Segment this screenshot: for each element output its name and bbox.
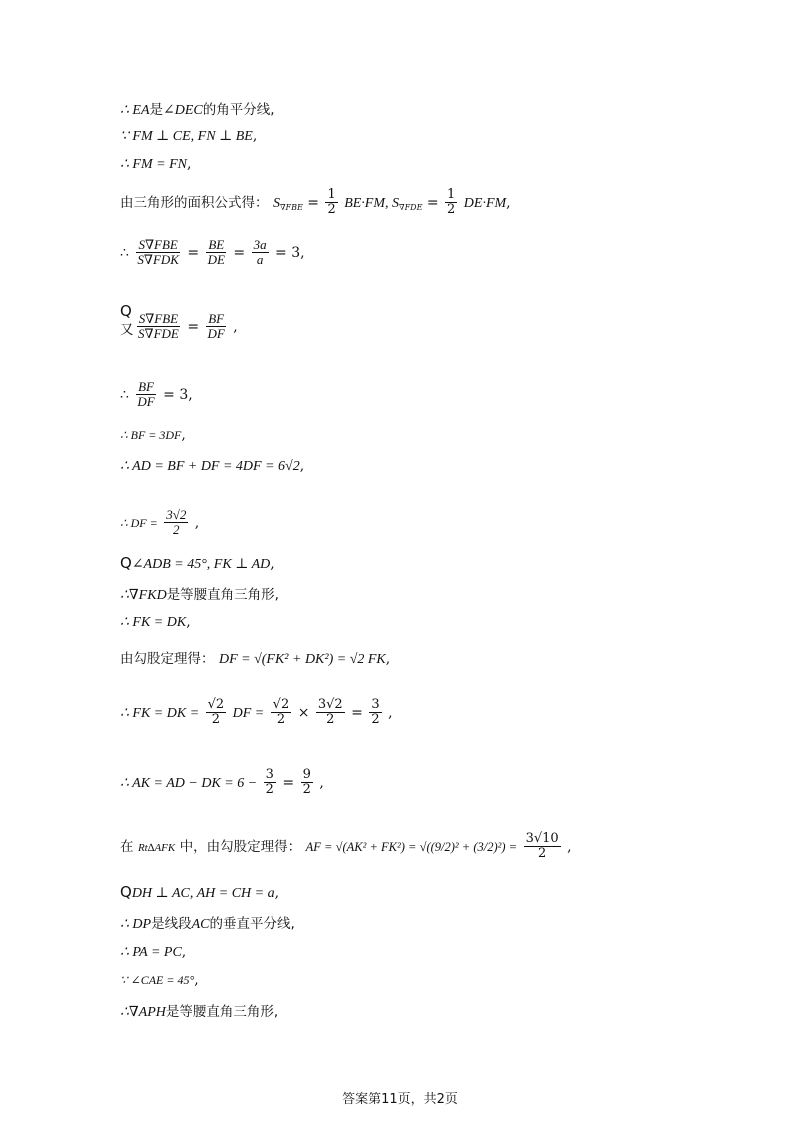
denominator: DF: [137, 394, 155, 410]
punct: ,: [186, 156, 192, 172]
numerator: 1: [327, 187, 336, 202]
denominator: 2: [302, 782, 311, 798]
fraction: [301, 768, 313, 798]
numerator: 3a: [253, 237, 267, 252]
numerator: S∇FBE: [138, 237, 178, 252]
fraction: [135, 380, 156, 410]
numerator: 3√2: [317, 697, 343, 712]
fraction: [206, 238, 227, 268]
equals: =: [307, 194, 319, 211]
line-4: [120, 188, 511, 218]
math: DE·FM: [463, 195, 507, 211]
text: 是: [149, 102, 164, 118]
line-3: [120, 157, 191, 172]
math: DH ⊥ AC, AH = CH = a: [131, 886, 275, 901]
line-21: [120, 973, 199, 987]
math: DF =: [232, 705, 265, 721]
math: ∴ BF = 3DF: [120, 428, 182, 442]
page-footer: 答案第11页，共2页: [342, 1092, 458, 1107]
punct: ,: [506, 194, 511, 211]
fraction: [445, 188, 457, 218]
math: ∴ AK = AD − DK = 6 −: [120, 775, 258, 791]
line-19: [120, 917, 295, 932]
numerator: √2: [207, 697, 225, 712]
math: DF = √(FK² + DK²) = √2 FK: [218, 652, 386, 667]
punct: ,: [188, 386, 193, 403]
math: ∵ ∠CAE = 45°: [120, 973, 195, 987]
numerator: 3: [265, 767, 274, 782]
denominator: 2: [276, 712, 286, 728]
math: ∴∇APH: [120, 1005, 166, 1020]
punct: ,: [194, 972, 199, 988]
denominator: 2: [371, 712, 380, 728]
punct: ,: [194, 514, 200, 531]
math: ∴ PA = PC: [120, 945, 182, 960]
denominator: DF: [207, 326, 225, 342]
math: ∴ DF =: [120, 515, 158, 530]
numerator: BF: [208, 311, 225, 326]
numerator: 9: [302, 767, 311, 782]
punct: ,: [233, 318, 238, 335]
math: S: [392, 195, 400, 211]
equals: =: [187, 318, 200, 335]
line-11: [120, 556, 275, 572]
fraction: [206, 312, 227, 342]
denominator: 2: [447, 202, 456, 218]
math: ∴ FM = FN: [120, 157, 187, 172]
numerator: BF: [138, 379, 154, 394]
line-6: [120, 302, 238, 342]
denominator: 2: [265, 782, 274, 798]
therefore: ∴: [120, 386, 129, 403]
math: S: [272, 195, 280, 211]
math: ∴ DP: [120, 917, 152, 932]
text: 是等腰直角三角形,: [165, 1004, 279, 1020]
math: = 3: [275, 244, 301, 261]
punct: ,: [186, 614, 191, 630]
equals: =: [351, 704, 363, 721]
punct: ,: [181, 944, 187, 960]
times: ×: [297, 704, 310, 721]
line-15: [120, 698, 393, 728]
punct: ,: [274, 885, 280, 901]
line-16: [120, 768, 324, 798]
math: ∴∇FKD: [120, 588, 167, 603]
line-1: [120, 103, 275, 118]
numerator: 3√2: [166, 507, 187, 522]
numerator: BE: [208, 237, 225, 252]
line-14: [120, 652, 390, 667]
numerator: 1: [447, 187, 456, 202]
math: ∵ FM ⊥ CE, FN ⊥ BE: [120, 129, 253, 144]
fraction: [325, 188, 337, 218]
math: ∴ AD = BF + DF = 4DF = 6√2: [120, 459, 300, 474]
math: AC: [191, 917, 210, 932]
math: ∠DEC: [163, 103, 203, 118]
math: BE·FM,: [344, 195, 393, 211]
denominator: 2: [173, 522, 180, 538]
punct: ,: [270, 556, 275, 572]
line-12: [120, 588, 279, 603]
denominator: DE: [207, 252, 225, 268]
because-symbol: Q: [120, 302, 132, 320]
line-13: [120, 615, 191, 630]
line-5: [120, 238, 305, 268]
line-10: [120, 508, 199, 538]
line-17: [120, 832, 572, 862]
fraction: [252, 238, 269, 268]
denominator: S∇FDE: [138, 326, 179, 342]
punct: ,: [181, 427, 186, 443]
text: 是线段: [151, 916, 192, 932]
equals: =: [233, 244, 246, 261]
math: AF = √(AK² + FK²) = √((9/2)² + (3/2)²) =: [305, 839, 518, 854]
denominator: 2: [326, 712, 335, 728]
punct: ,: [319, 774, 324, 791]
line-18: [120, 885, 279, 901]
numerator: 3√10: [525, 831, 559, 846]
math: Rt∆AFK: [137, 841, 176, 854]
punct: ,: [252, 128, 258, 144]
text: 由三角形的面积公式得：: [120, 194, 269, 211]
fraction: [316, 698, 345, 728]
numerator: √2: [272, 697, 290, 712]
math: ∴ FK = DK =: [120, 705, 200, 721]
subscript: ∇FDE: [399, 202, 423, 212]
text: 中，由勾股定理得：: [179, 838, 302, 855]
equals: =: [282, 774, 295, 791]
punct: ,: [385, 651, 391, 667]
math: ∠ADB = 45°, FK ⊥ AD: [131, 557, 271, 572]
math: ∴ FK = DK: [120, 615, 187, 630]
fraction: [136, 312, 181, 342]
fraction: [369, 698, 381, 728]
equals: =: [426, 194, 439, 211]
fraction: [135, 238, 181, 268]
fraction: [206, 698, 227, 728]
punct: ,: [567, 838, 572, 855]
fraction: [524, 832, 561, 862]
text: 的垂直平分线,: [209, 916, 295, 932]
denominator: 2: [537, 846, 547, 862]
text: 由勾股定理得：: [120, 651, 215, 667]
punct: ,: [270, 102, 275, 118]
numerator: 3: [371, 697, 380, 712]
math: ∴ EA: [120, 103, 150, 118]
denominator: a: [256, 252, 264, 268]
because-symbol: Q: [120, 554, 132, 572]
text: 在: [120, 838, 134, 855]
text: 的角平分线: [202, 102, 271, 118]
fraction: [264, 768, 276, 798]
line-20: [120, 945, 186, 960]
therefore: ∴: [120, 244, 129, 261]
math: = 3: [163, 386, 189, 403]
line-2: [120, 129, 257, 144]
line-22: [120, 1005, 278, 1020]
text: 是等腰直角三角形,: [166, 587, 279, 603]
numerator: S∇FBE: [138, 311, 179, 326]
line-8: [120, 428, 186, 442]
line-9: [120, 459, 304, 474]
fraction: [164, 508, 188, 538]
punct: ,: [388, 704, 393, 721]
denominator: 2: [327, 202, 336, 218]
because-symbol: Q: [120, 883, 132, 901]
punct: ,: [300, 244, 305, 261]
punct: ,: [299, 458, 305, 474]
subscript: ∇FBE: [279, 202, 303, 212]
denominator: S∇FDK: [137, 252, 179, 268]
denominator: 2: [211, 712, 221, 728]
equals: =: [187, 244, 200, 261]
line-7: [120, 380, 193, 410]
text: 又: [120, 322, 134, 338]
fraction: [271, 698, 292, 728]
